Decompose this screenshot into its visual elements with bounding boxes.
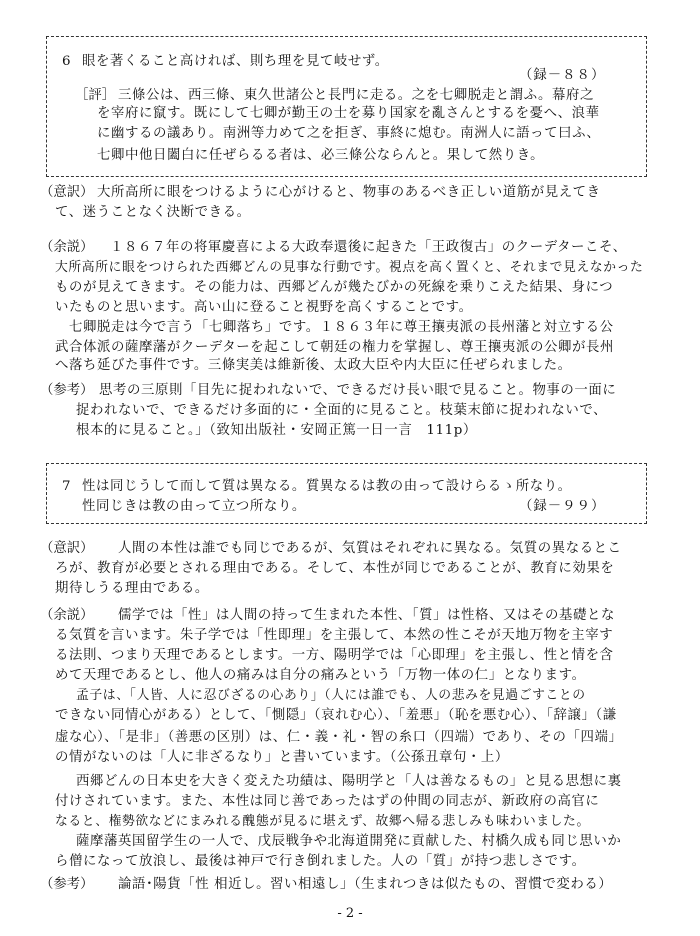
section-6-reference: （録－８８）: [519, 68, 606, 83]
section-7-title: 性は同じうして而して質は異なる。質異なるは教の由って設けらるゝ所なり。: [82, 479, 572, 494]
yosetsu-line: 付けされています。また、本性は同じ善であったはずの仲間の同志が、新政府の高官に: [55, 794, 600, 809]
yosetsu-line: １８６７年の将軍慶喜による大政奉還後に起きた「王政復古」のクーデターこそ、: [110, 240, 627, 255]
section-6-title: 眼を著くること高ければ、則ち理を見て岐せず。: [82, 54, 389, 69]
iyaku-line: て、迷うことなく決断できる。: [55, 205, 251, 220]
sankou-line: 論語･陽貨「性 相近し。習い相遠し」（生まれつきは似たもの、習慣で変わる）: [118, 877, 613, 892]
sankou-label: （参考）: [40, 877, 94, 892]
yosetsu-line: 薩摩藩英国留学生の一人で、戊辰戦争や北海道開発に貢献した、村橋久成も同じ思いか: [76, 834, 622, 849]
yosetsu-label: （余説）: [40, 608, 94, 623]
section-7-reference: （録－９９）: [519, 499, 606, 514]
iyaku-label: （意訳）: [40, 541, 94, 556]
yosetsu-line: 孟子は、「人皆、人に忍びざるの心あり」（人には誰でも、人の悲みを見過ごすことの: [76, 688, 586, 703]
yosetsu-line: 西郷どんの日本史を大きく変えた功績は、陽明学と「人は善なるもの」と見る思想に裏: [76, 774, 622, 789]
section-6-number: 6: [62, 54, 71, 69]
yosetsu-line: る法則、つまり天理であるとします。一方、陽明学では「心即理」を主張し、性と情を含: [55, 648, 614, 663]
hyou-line: 三條公は、西三條、東久世諸公と長門に走る。之を七卿脱走と謂ふ。幕府之: [118, 88, 594, 103]
yosetsu-line: いたものと思います。高い山に登ること視野を高くすることです。: [55, 300, 473, 315]
hyou-line: を宰府に竄す。既にして七卿が勤王の士を募り国家を亂さんとするを憂へ、浪華: [97, 106, 600, 121]
yosetsu-line: の情がないのは「人に非ざるなり」と書いています。（公孫丑章句・上）: [55, 750, 509, 765]
iyaku-line: 期待しうる理由である。: [55, 581, 209, 596]
hyou-label: ［評］: [75, 88, 116, 103]
sankou-line: 捉われないで、できるだけ多面的に・全面的に見ること。枝葉末節に捉われないで、: [76, 403, 608, 418]
iyaku-line: ろが、教育が必要とされる理由である。そして、本性が同じであることが、教育に効果を: [55, 561, 615, 576]
sankou-line: 思考の三原則「目先に捉われないで、できるだけ長い眼で見ること。物事の一面に: [99, 383, 617, 398]
yosetsu-line: 虚な心）、「是非」（善悪の区別）は、仁・義・礼・智の糸口（四端）であり、その「四端」: [55, 730, 623, 745]
hyou-line: 七卿中他日闔白に任ぜらるる者は、必三條公ならんと。果して然りき。: [97, 148, 545, 163]
yosetsu-line: ものが見えてきます。その能力は、西郷どんが幾たびかの死線を乗りこえた結果、身につ: [55, 280, 614, 295]
section-7-title-2: 性同じきは教の由って立つ所なり。: [82, 499, 306, 514]
yosetsu-label: （余説）: [40, 240, 94, 255]
sankou-label: （参考）: [40, 383, 94, 398]
iyaku-line: 大所高所に眼をつけるように心がけると、物事のあるべき正しい道筋が見えてき: [97, 185, 601, 200]
sankou-line: 根本的に見ること。」（致知出版社・安岡正篤一日一言 111p）: [76, 423, 477, 438]
yosetsu-line: 儒学では「性」は人間の持って生まれた本性、「質」は性格、又はその基礎とな: [118, 608, 615, 623]
yosetsu-line: 七卿脱走は今で言う「七卿落ち」です。１８６３年に尊王攘夷派の長州藩と対立する公: [69, 320, 614, 335]
yosetsu-line: る気質を言います。朱子学では「性即理」を主張して、本然の性こそが天地万物を主宰す: [55, 628, 614, 643]
page-number: - 2 -: [337, 906, 363, 921]
yosetsu-line: 武合体派の薩摩藩がクーデターを起こして朝廷の権力を掌握し、尊王攘夷派の公卿が長州: [55, 340, 614, 355]
hyou-line: に幽するの議あり。南洲等力めて之を拒ぎ、事終に熄む。南洲人に語って曰ふ、: [97, 126, 601, 141]
yosetsu-line: 大所高所に眼をつけられた西郷どんの見事な行動です。視点を高く置くと、それまで見えなかった: [55, 260, 644, 275]
section-7-number: 7: [62, 479, 71, 494]
yosetsu-line: めて天理であるとし、他人の痛みは自分の痛みという「万物一体の仁」となります。: [55, 668, 586, 683]
yosetsu-line: できない同情心がある）として、「惻隠」（哀れむ心）、「羞悪」（恥を悪む心）、「辞譲」（謙: [55, 708, 617, 723]
iyaku-label: （意訳）: [40, 185, 94, 200]
yosetsu-line: ら僧になって放浪し、最後は神戸で行き倒れました。人の「質」が持つ悲しさです。: [55, 854, 586, 869]
yosetsu-line: なると、権勢欲などにまみれる醜態が見るに堪えず、故郷へ帰る悲しみも味わいました。: [55, 814, 590, 829]
yosetsu-line: へ落ち延びた事件です。三條実美は維新後、太政大臣や内大臣に任ぜられました。: [55, 358, 572, 373]
iyaku-line: 人間の本性は誰でも同じであるが、気質はそれぞれに異なる。気質の異なるとこ: [118, 541, 622, 556]
